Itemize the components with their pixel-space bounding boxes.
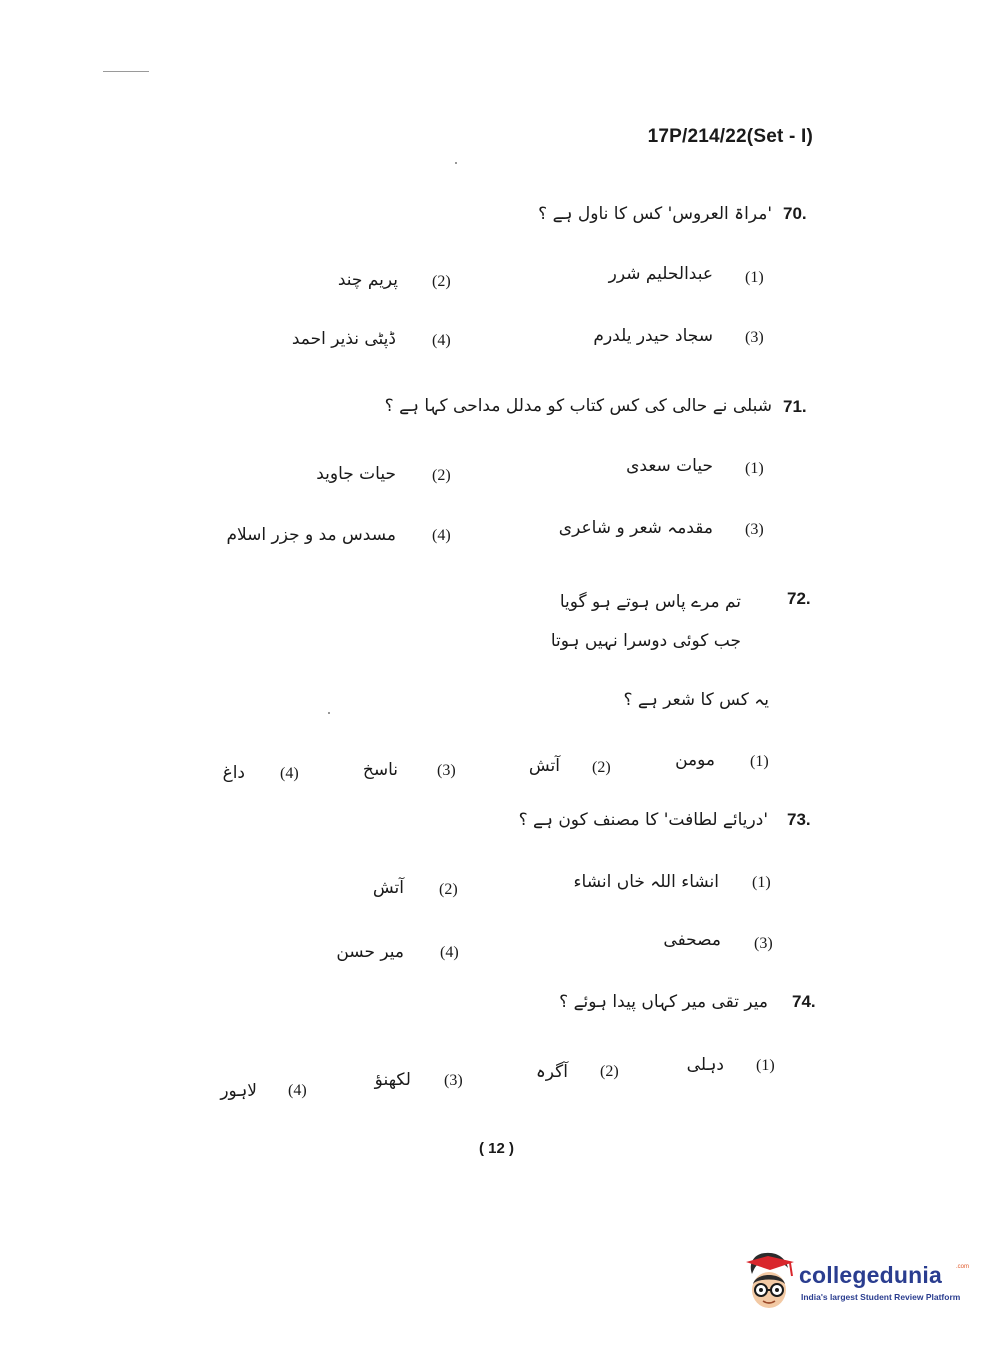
question-text: شبلی نے حالی کی کس کتاب کو مدلل مداحی کہا ہے ؟	[384, 396, 772, 416]
option-number: (2)	[432, 273, 451, 290]
question-number: 74.	[792, 992, 816, 1011]
option-number: (3)	[437, 762, 456, 779]
question-number: 73.	[787, 810, 811, 829]
option-number: (3)	[745, 521, 764, 538]
question-text: 'دریائے لطافت' کا مصنف کون ہے ؟	[518, 810, 768, 830]
mascot-icon	[744, 1250, 798, 1314]
option-text: مسدس مد و جزر اسلام	[226, 525, 396, 545]
collegedunia-logo	[744, 1250, 969, 1314]
option-text: لاہور	[220, 1081, 257, 1101]
option-text: دہلی	[686, 1055, 724, 1075]
scan-speck	[455, 162, 457, 164]
option-text: انشاء اللہ خاں انشاء	[573, 872, 719, 892]
verse-line-1: تم مرے پاس ہوتے ہو گویا	[559, 592, 741, 612]
option-text: مومن	[675, 750, 715, 770]
option-text: آتش	[528, 756, 560, 776]
option-text: ناسخ	[362, 760, 398, 780]
option-text: حیات جاوید	[316, 464, 396, 484]
page-number: ( 12 )	[479, 1140, 515, 1157]
option-number: (3)	[754, 935, 773, 952]
option-number: (1)	[750, 753, 769, 770]
option-text: عبدالحلیم شرر	[608, 264, 713, 284]
option-number: (1)	[745, 460, 764, 477]
question-number: 72.	[787, 589, 811, 608]
option-number: (4)	[432, 527, 451, 544]
logo-wordmark: collegedunia	[799, 1262, 942, 1288]
question-number: 70.	[783, 204, 807, 223]
option-text: مقدمہ شعر و شاعری	[558, 518, 713, 538]
option-text: سجاد حیدر یلدرم	[593, 326, 713, 346]
question-number: 71.	[783, 397, 807, 416]
logo-suffix: .com	[956, 1264, 970, 1270]
option-number: (4)	[432, 332, 451, 349]
option-text: آگرہ	[535, 1062, 568, 1082]
option-number: (4)	[440, 944, 459, 961]
option-number: (4)	[288, 1082, 307, 1099]
option-text: میر حسن	[336, 942, 404, 962]
logo-tagline: India's largest Student Review Platform	[801, 1292, 961, 1302]
option-number: (4)	[280, 765, 299, 782]
option-text: داغ	[222, 763, 245, 783]
scan-speck	[328, 712, 330, 714]
option-number: (1)	[752, 874, 771, 891]
option-number: (3)	[444, 1072, 463, 1089]
question-text: 'مراۃ العروس' کس کا ناول ہے ؟	[538, 204, 772, 224]
option-number: (1)	[756, 1057, 775, 1074]
option-text: مصحفی	[663, 930, 721, 950]
option-number: (2)	[439, 881, 458, 898]
option-number: (2)	[432, 467, 451, 484]
option-text: حیات سعدی	[626, 456, 713, 476]
option-number: (3)	[745, 329, 764, 346]
question-text: یہ کس کا شعر ہے ؟	[623, 690, 769, 710]
option-number: (2)	[592, 759, 611, 776]
question-text: میر تقی میر کہاں پیدا ہوئے ؟	[559, 992, 768, 1012]
verse-line-2: جب کوئی دوسرا نہیں ہوتا	[550, 631, 741, 651]
option-text: آتش	[372, 878, 404, 898]
top-rule	[103, 71, 149, 72]
paper-code: 17P/214/22(Set - I)	[647, 126, 813, 147]
option-text: پریم چند	[337, 270, 398, 290]
option-number: (1)	[745, 269, 764, 286]
option-text: ڈپٹی نذیر احمد	[291, 329, 396, 349]
option-text: لکھنؤ	[374, 1070, 411, 1090]
option-number: (2)	[600, 1063, 619, 1080]
